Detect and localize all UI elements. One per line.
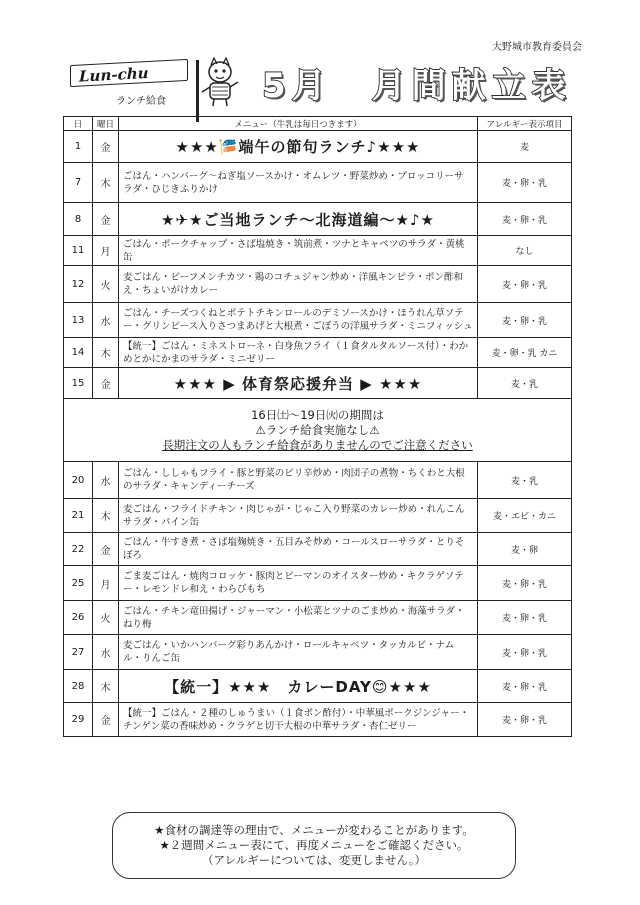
menu-table	[63, 116, 572, 737]
allergy-cell: 麦・卵・乳	[478, 266, 572, 303]
allergy-cell: 麦・卵・乳	[478, 703, 572, 737]
day-cell: 22	[64, 533, 93, 566]
day-cell: 21	[64, 499, 93, 533]
day-cell: 7	[64, 163, 93, 203]
weekday-cell: 火	[93, 266, 119, 303]
day-cell: 29	[64, 703, 93, 737]
menu-row	[64, 670, 572, 703]
menu-row	[64, 601, 572, 635]
allergy-cell: 麦・乳	[478, 462, 572, 499]
menu-row	[64, 703, 572, 737]
allergy-cell: 麦・乳	[478, 368, 572, 399]
day-cell: 26	[64, 601, 93, 635]
menu-cell: ごはん・ポークチャップ・さば塩焼き・筑前煮・ツナとキャベツのサラダ・黄桃缶	[119, 236, 478, 266]
footer-note-3: （アレルギーについては、変更しません。）	[202, 853, 426, 867]
day-cell: 27	[64, 635, 93, 670]
col-header-menu: メニュー（牛乳は毎日つきます）	[119, 117, 478, 131]
day-cell: 8	[64, 203, 93, 236]
menu-cell: 麦ごはん・ビーフメンチカツ・鶏のコチュジャン炒め・洋風キンピラ・ポン酢和え・ちょいがけカレー	[119, 266, 478, 303]
menu-cell: 【統一】ごはん・２種のしゅうまい（１食ポン酢付）・中華風ポークジンジャー・チンゲン菜の香味炒め・クラゲと切干大根の中華サラダ・杏仁ゼリー	[119, 703, 478, 737]
menu-cell: ごま麦ごはん・焼肉コロッケ・豚肉とピーマンのオイスター炒め・キクラゲソテー・レモンドレ和え・わらびもち	[119, 566, 478, 601]
mascot-illustration	[198, 56, 242, 108]
allergy-cell: 麦・卵・乳	[478, 566, 572, 601]
special-menu-cell: 【統一】★★★ カレーDAY😊★★★	[119, 670, 478, 703]
footer-notes	[112, 812, 516, 879]
weekday-cell: 金	[93, 203, 119, 236]
menu-row	[64, 163, 572, 203]
footer-note-1: ★食材の調達等の理由で、メニューが変わることがあります。	[154, 823, 474, 837]
col-header-day: 日	[64, 117, 93, 131]
footer-note-2: ★２週間メニュー表にて、再度メニューをご確認ください。	[159, 838, 469, 852]
page-title: 5月 月間献立表	[262, 66, 572, 106]
menu-row	[64, 635, 572, 670]
menu-cell: ごはん・チキン竜田揚げ・ジャーマン・小松菜とツナのごま炒め・海藻サラダ・ねり梅	[119, 601, 478, 635]
day-cell: 14	[64, 338, 93, 368]
special-menu-cell: ★★★🎏端午の節句ランチ♪★★★	[119, 131, 478, 163]
menu-row	[64, 338, 572, 368]
allergy-cell: 麦・卵・乳	[478, 203, 572, 236]
weekday-cell: 月	[93, 566, 119, 601]
allergy-cell: 麦・卵・乳 カニ	[478, 338, 572, 368]
col-header-weekday: 曜日	[93, 117, 119, 131]
day-cell: 11	[64, 236, 93, 266]
special-menu-cell: ★★★ ▶ 体育祭応援弁当 ▶ ★★★	[119, 368, 478, 399]
allergy-cell: 麦・卵	[478, 533, 572, 566]
col-header-allergy: アレルギー表示項目	[478, 117, 572, 131]
menu-row	[64, 533, 572, 566]
allergy-cell: 麦・エビ・カニ	[478, 499, 572, 533]
weekday-cell: 水	[93, 462, 119, 499]
weekday-cell: 月	[93, 236, 119, 266]
weekday-cell: 火	[93, 601, 119, 635]
weekday-cell: 木	[93, 338, 119, 368]
day-cell: 25	[64, 566, 93, 601]
day-cell: 28	[64, 670, 93, 703]
org-name: 大野城市教育委員会	[492, 42, 582, 53]
special-menu-cell: ★✈★ご当地ランチ〜北海道編〜★♪★	[119, 203, 478, 236]
menu-row	[64, 566, 572, 601]
menu-row	[64, 303, 572, 338]
allergy-cell: 麦	[478, 131, 572, 163]
weekday-cell: 金	[93, 368, 119, 399]
allergy-cell: 麦・卵・乳	[478, 303, 572, 338]
weekday-cell: 木	[93, 163, 119, 203]
weekday-cell: 木	[93, 499, 119, 533]
menu-cell: ごはん・ハンバーグ〜ねぎ塩ソースかけ・オムレツ・野菜炒め・ブロッコリーサラダ・ひじきふりかけ	[119, 163, 478, 203]
day-cell: 20	[64, 462, 93, 499]
weekday-cell: 木	[93, 670, 119, 703]
notice-line3: 長期注文の人もランチ給食がありませんのでご注意ください	[162, 437, 473, 452]
weekday-cell: 金	[93, 703, 119, 737]
menu-cell: ごはん・チーズつくねとポテトチキンロールのデミソースかけ・ほうれん草ソテー・グリンピース入りさつまあげと大根煮・ごぼうの洋風サラダ・ミニフィッシュ	[119, 303, 478, 338]
menu-cell: 麦ごはん・フライドチキン・肉じゃが・じゃこ入り野菜のカレー炒め・れんこんサラダ・パイン缶	[119, 499, 478, 533]
weekday-cell: 水	[93, 303, 119, 338]
allergy-cell: 麦・卵・乳	[478, 670, 572, 703]
allergy-cell: 麦・卵・乳	[478, 601, 572, 635]
menu-row	[64, 462, 572, 499]
day-cell: 13	[64, 303, 93, 338]
menu-cell: 麦ごはん・いかハンバーグ彩りあんかけ・ロールキャベツ・タッカルビ・ナムル・りんご缶	[119, 635, 478, 670]
allergy-cell: 麦・卵・乳	[478, 635, 572, 670]
menu-row	[64, 236, 572, 266]
logo-subtitle: ランチ給食	[116, 96, 166, 107]
weekday-cell: 水	[93, 635, 119, 670]
day-cell: 15	[64, 368, 93, 399]
logo-banner: Lun-chu	[70, 59, 188, 87]
weekday-cell: 金	[93, 131, 119, 163]
menu-row	[64, 203, 572, 236]
weekday-cell: 金	[93, 533, 119, 566]
notice-line1: 16日㈯〜19日㈫の期間は	[251, 407, 384, 422]
day-cell: 1	[64, 131, 93, 163]
table-header-row	[64, 117, 572, 131]
allergy-cell: なし	[478, 236, 572, 266]
allergy-cell: 麦・卵・乳	[478, 163, 572, 203]
menu-row	[64, 266, 572, 303]
menu-row	[64, 368, 572, 399]
menu-cell: ごはん・ししゃもフライ・豚と野菜のピリ辛炒め・肉団子の煮物・ちくわと大根のサラダ・キャンディーチーズ	[119, 462, 478, 499]
menu-cell: ごはん・牛すき煮・さば塩麹焼き・五目みそ炒め・コールスローサラダ・とりそぼろ	[119, 533, 478, 566]
menu-cell: 【統一】ごはん・ミネストローネ・白身魚フライ（１食タルタルソース付）・わかめとかにかまのサラダ・ミニゼリー	[119, 338, 478, 368]
menu-row	[64, 499, 572, 533]
menu-row	[64, 131, 572, 163]
lunchu-logo	[70, 60, 200, 122]
notice-row	[64, 399, 572, 462]
day-cell: 12	[64, 266, 93, 303]
closure-notice	[64, 399, 572, 462]
notice-line2: ⚠ランチ給食実施なし⚠	[255, 422, 380, 437]
